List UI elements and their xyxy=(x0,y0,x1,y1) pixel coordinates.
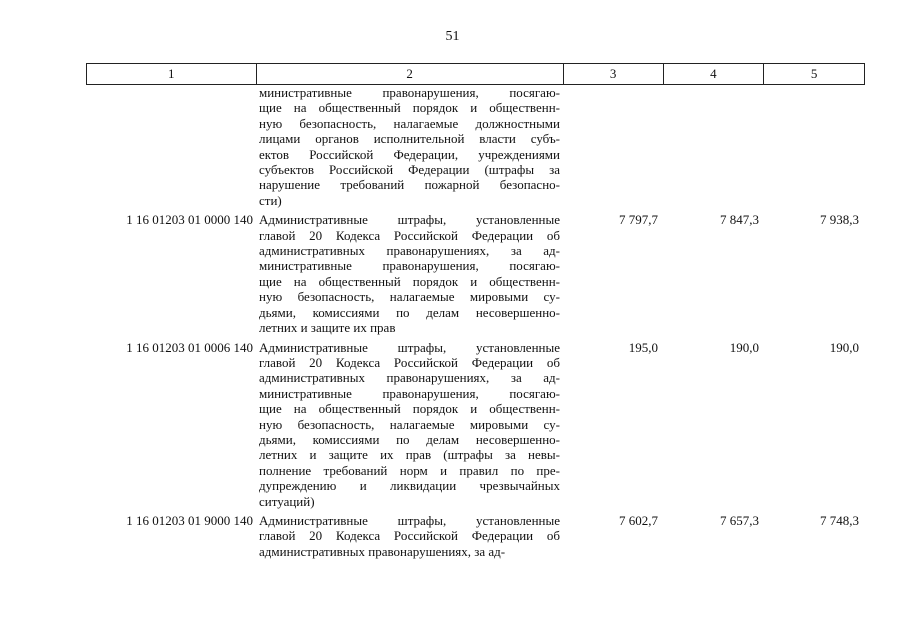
description-line: Административные штрафы, установленные xyxy=(259,212,560,228)
description-line: ектов Российской Федерации, учреждениями xyxy=(259,146,560,162)
description-line: лицами органов исполнительной власти субъ- xyxy=(259,131,560,147)
table-row xyxy=(86,513,865,559)
table-row xyxy=(86,340,865,509)
description-line: сти) xyxy=(259,192,282,208)
description-line: дьями, комиссиями по делам несовершенно- xyxy=(259,304,560,320)
row-value-col-3: 7 797,7 xyxy=(619,212,658,228)
description-line: субъектов Российской Федерации (штрафы за xyxy=(259,162,560,178)
description-line: дупреждению и ликвидации чрезвычайных xyxy=(259,478,560,494)
table-header xyxy=(86,63,865,85)
description-line: ную безопасность, налагаемые мировыми су- xyxy=(259,416,560,432)
row-value-col-5: 190,0 xyxy=(829,339,859,355)
header-col-4: 4 xyxy=(664,64,765,84)
row-description xyxy=(256,340,564,509)
description-line: министративные правонарушения, посягаю- xyxy=(259,258,560,274)
page-number: 51 xyxy=(445,29,460,44)
description-line: нарушение требований пожарной безопасно- xyxy=(259,177,560,193)
row-value-col-4 xyxy=(664,85,765,208)
description-line: административных правонарушениях, за ад- xyxy=(259,243,560,259)
description-line: министративные правонарушения, посягаю- xyxy=(259,385,560,401)
row-value-col-3: 195,0 xyxy=(628,339,658,355)
table-body xyxy=(86,85,865,559)
description-line: административных правонарушениях, за ад- xyxy=(259,543,506,559)
description-line: дьями, комиссиями по делам несовершенно- xyxy=(259,431,560,447)
row-value-col-3: 7 602,7 xyxy=(619,512,658,528)
description-line: главой 20 Кодекса Российской Федерации об xyxy=(259,354,560,370)
description-line: Административные штрафы, установленные xyxy=(259,512,560,528)
header-col-3: 3 xyxy=(564,64,664,84)
description-line: главой 20 Кодекса Российской Федерации об xyxy=(259,528,560,544)
description-line: ситуаций) xyxy=(259,493,315,509)
description-line: щие на общественный порядок и общественн- xyxy=(259,100,560,116)
row-code: 1 16 01203 01 0000 140 xyxy=(126,212,253,228)
header-col-5: 5 xyxy=(810,66,818,81)
description-line: щие на общественный порядок и общественн- xyxy=(259,401,560,417)
description-line: Административные штрафы, установленные xyxy=(259,339,560,355)
row-description xyxy=(256,212,564,335)
header-col-2: 2 xyxy=(257,64,564,84)
row-value-col-4: 7 847,3 xyxy=(720,212,759,228)
description-line: летних и защите их прав (штрафы за невы- xyxy=(259,447,560,463)
row-description xyxy=(256,85,564,208)
row-value-col-4: 190,0 xyxy=(729,339,759,355)
row-description xyxy=(256,513,564,559)
header-col-1: 1 xyxy=(87,64,257,84)
description-line: полнение требований норм и правил по пре- xyxy=(259,462,560,478)
description-line: щие на общественный порядок и общественн- xyxy=(259,273,560,289)
description-line: административных правонарушениях, за ад- xyxy=(259,370,560,386)
description-line: главой 20 Кодекса Российской Федерации об xyxy=(259,227,560,243)
table-row xyxy=(86,85,865,208)
row-value-col-5: 7 938,3 xyxy=(820,212,859,228)
row-value-col-4: 7 657,3 xyxy=(720,512,759,528)
description-line: ную безопасность, налагаемые должностными xyxy=(259,115,560,131)
row-value-col-3 xyxy=(564,85,664,208)
row-value-col-5 xyxy=(765,85,865,208)
row-code: 1 16 01203 01 0006 140 xyxy=(126,339,253,355)
description-line: министративные правонарушения, посягаю- xyxy=(259,85,560,100)
row-value-col-5: 7 748,3 xyxy=(820,512,859,528)
budget-table xyxy=(86,63,865,559)
description-line: ную безопасность, налагаемые мировыми су- xyxy=(259,289,560,305)
row-code xyxy=(86,85,256,208)
table-row xyxy=(86,212,865,335)
description-line: летних и защите их прав xyxy=(259,320,396,336)
row-code: 1 16 01203 01 9000 140 xyxy=(126,512,253,528)
